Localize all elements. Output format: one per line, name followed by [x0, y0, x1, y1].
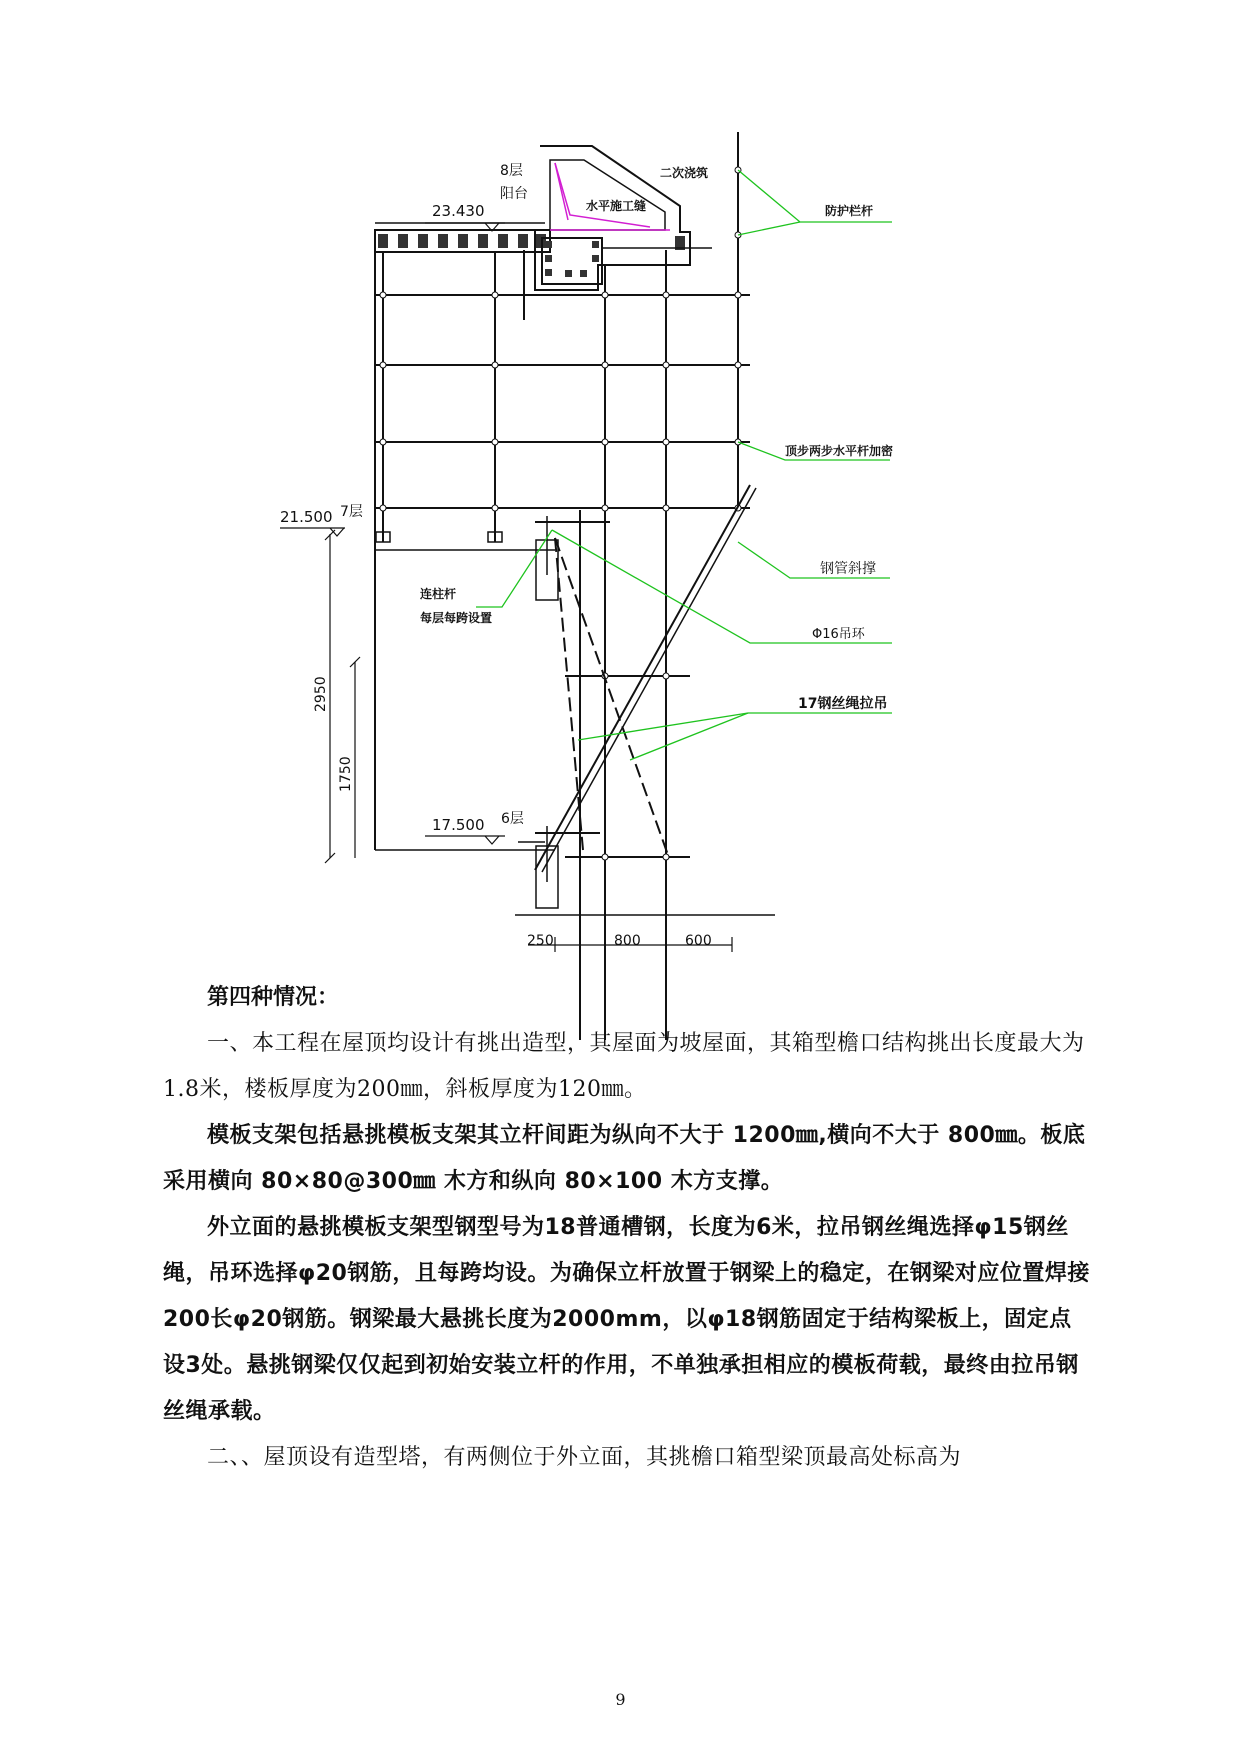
label-dim-600: 600: [685, 933, 712, 949]
label-tie-bar-1: 连柱杆: [420, 587, 457, 601]
label-level-6: 6层: [501, 811, 524, 827]
label-balcony: 阳台: [500, 186, 528, 202]
label-lift-ring: Φ16吊环: [812, 627, 865, 642]
label-top-two-steps: 顶步两步水平杆加密: [785, 444, 894, 458]
label-construction-joint: 水平施工缝: [586, 199, 647, 213]
label-dim-2950: 2950: [313, 676, 329, 712]
label-elev-bottom: 17.500: [432, 816, 485, 834]
label-level-7: 7层: [340, 504, 363, 520]
label-guardrail: 防护栏杆: [825, 204, 874, 218]
label-elev-mid: 21.500: [280, 508, 333, 526]
section-heading: 第四种情况：: [207, 985, 340, 1010]
scaffold-section-drawing: [280, 130, 1040, 1060]
label-dim-1750: 1750: [338, 756, 354, 792]
label-second-pour: 二次浇筑: [660, 166, 709, 180]
label-level-8: 8层: [500, 163, 523, 179]
label-steel-brace: 钢管斜撑: [820, 561, 876, 577]
label-tie-bar-2: 每层每跨设置: [420, 611, 493, 625]
paragraph-4: 二、、屋顶设有造型塔，有两侧位于外立面，其挑檐口箱型梁顶最高处标高为: [207, 1445, 962, 1470]
label-dim-800: 800: [614, 933, 641, 949]
paragraph-2: 模板支架包括悬挑模板支架其立杆间距为纵向不大于 1200㎜,横向不大于 800㎜。板底采用横向 80×80@300㎜ 木方和纵向 80×100 木方支撑。: [163, 1123, 1086, 1194]
page-number: 9: [615, 1690, 626, 1709]
paragraph-3: 外立面的悬挑模板支架型钢型号为18普通槽钢，长度为6米，拉吊钢丝绳选择φ15钢丝绳，吊环选择φ20钢筋，且每跨均设。为确保立杆放置于钢梁上的稳定，在钢梁对应位置焊接200长φ20钢筋。钢梁最大悬挑长度为2000mm，以φ18钢筋固定于结构梁板上，固定点设3处。悬挑钢梁仅仅起到初始安装立杆的作用，不单独承担相应的模板荷载，最终由拉吊钢丝绳承载。: [163, 1215, 1090, 1424]
label-wire-rope: 17钢丝绳拉吊: [798, 696, 888, 712]
label-dim-250: 250: [527, 933, 554, 949]
paragraph-1: 一、本工程在屋顶均设计有挑出造型，其屋面为坡屋面，其箱型檐口结构挑出长度最大为1.8米，楼板厚度为200㎜，斜板厚度为120㎜。: [163, 1031, 1085, 1102]
body-text: [163, 975, 1093, 1481]
label-elev-top: 23.430: [432, 202, 485, 220]
